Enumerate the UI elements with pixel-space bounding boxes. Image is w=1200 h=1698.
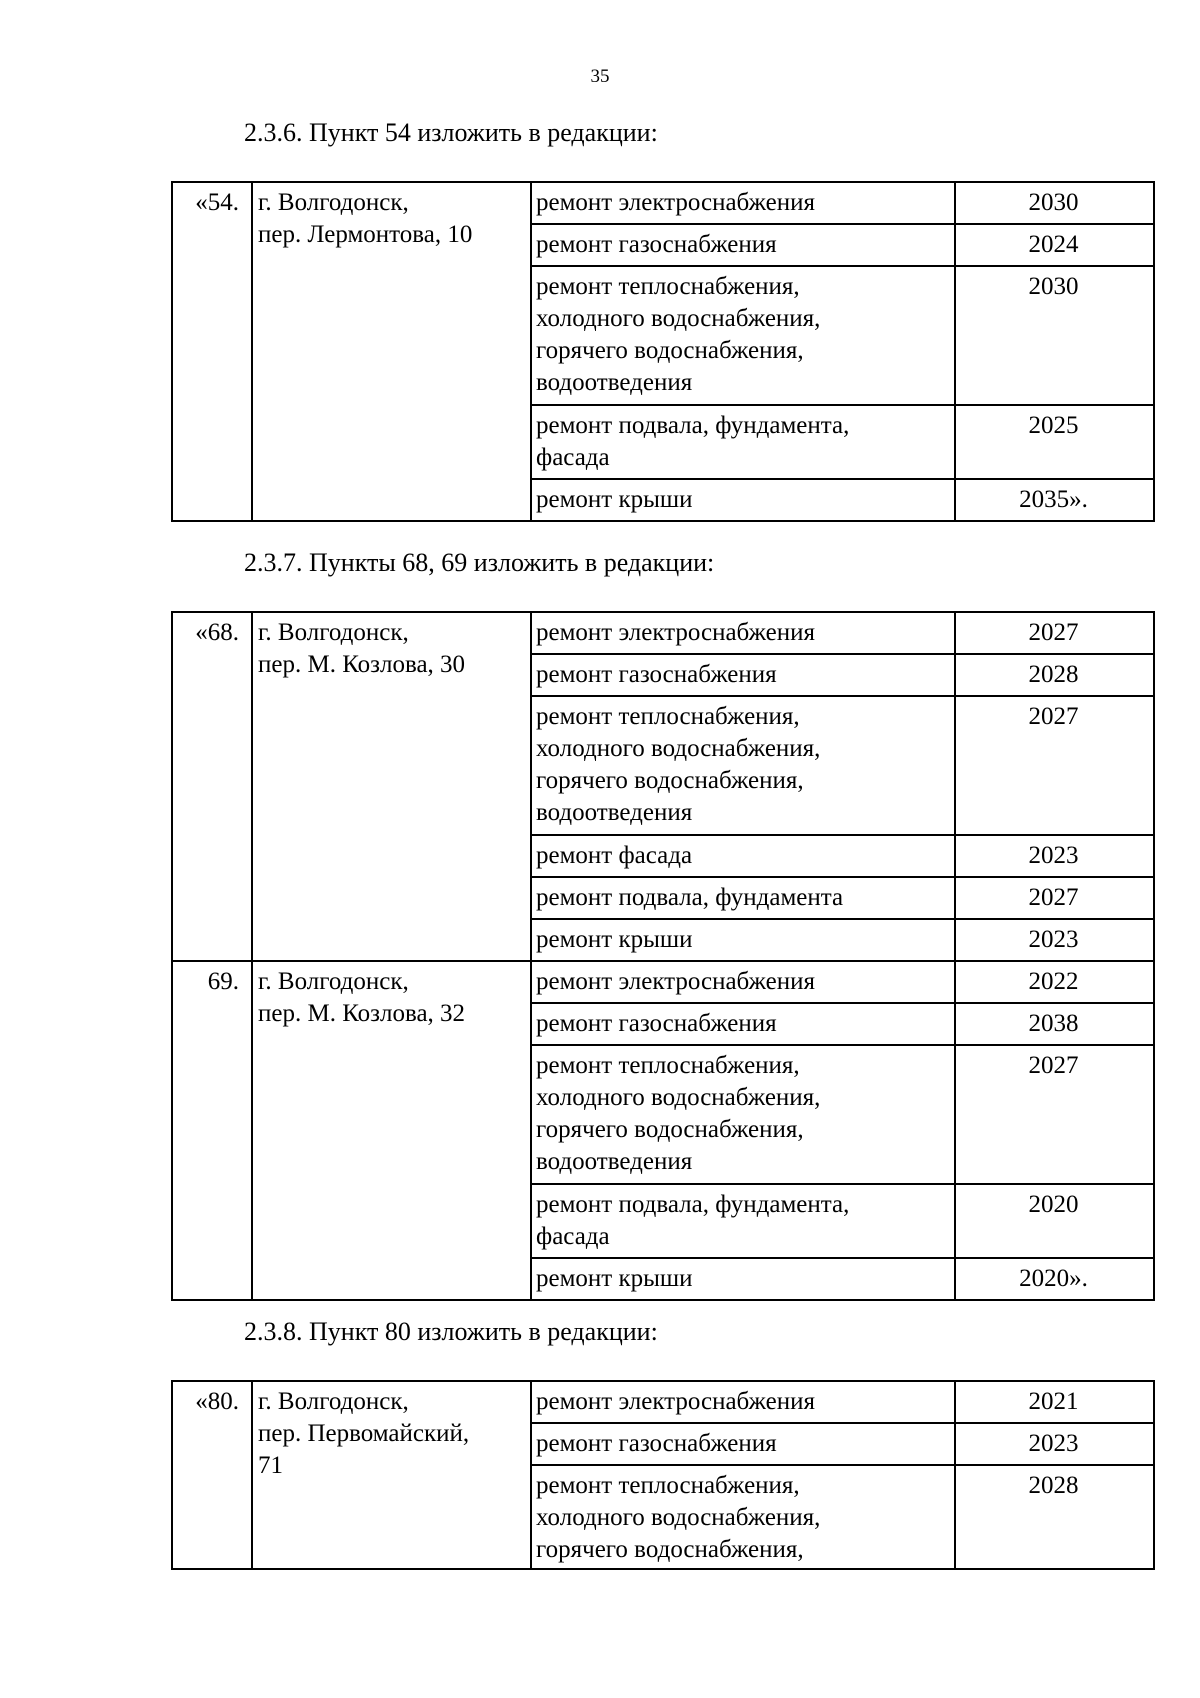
work-year: 2028 [955, 654, 1154, 696]
work-type [531, 266, 955, 405]
work-year: 2020». [955, 1258, 1154, 1300]
work-line: горячего водоснабжения, [536, 1116, 804, 1143]
work-line: ремонт электроснабжения [536, 968, 815, 995]
section-heading: 2.3.7. Пункты 68, 69 изложить в редакции: [244, 548, 715, 577]
item-number: «68. [172, 612, 252, 961]
item-number: «54. [172, 182, 252, 521]
work-type [531, 1184, 955, 1258]
page-number: 35 [590, 66, 610, 87]
work-line: ремонт газоснабжения [536, 1010, 777, 1037]
work-line: ремонт подвала, фундамента, [536, 412, 850, 439]
item-address [252, 1381, 531, 1569]
work-type [531, 612, 955, 654]
work-line: ремонт газоснабжения [536, 231, 777, 258]
work-year: 2020 [955, 1184, 1154, 1258]
work-line: холодного водоснабжения, [536, 305, 821, 332]
work-line: ремонт электроснабжения [536, 1388, 815, 1415]
work-type [531, 405, 955, 479]
work-line: ремонт подвала, фундамента [536, 884, 844, 911]
work-line: холодного водоснабжения, [536, 735, 821, 762]
work-line: ремонт газоснабжения [536, 1430, 777, 1457]
work-year: 2035». [955, 479, 1154, 521]
work-line: ремонт крыши [536, 1265, 693, 1292]
work-line: ремонт электроснабжения [536, 619, 815, 646]
work-year: 2027 [955, 877, 1154, 919]
address-line: пер. М. Козлова, 32 [258, 1000, 466, 1027]
work-line: ремонт электроснабжения [536, 189, 815, 216]
work-year: 2021 [955, 1381, 1154, 1423]
table-row [172, 961, 1154, 1003]
work-line: горячего водоснабжения, [536, 767, 804, 794]
work-line: горячего водоснабжения, [536, 1536, 804, 1563]
work-year: 2023 [955, 919, 1154, 961]
work-type [531, 1465, 955, 1569]
work-year: 2025 [955, 405, 1154, 479]
work-line: водоотведения [536, 799, 693, 826]
work-type [531, 479, 955, 521]
work-type [531, 1423, 955, 1465]
repair-schedule-table [171, 181, 1155, 522]
work-type [531, 696, 955, 835]
work-type [531, 224, 955, 266]
work-year: 2027 [955, 1045, 1154, 1184]
work-type [531, 961, 955, 1003]
work-type [531, 1258, 955, 1300]
work-line: холодного водоснабжения, [536, 1504, 821, 1531]
work-type [531, 182, 955, 224]
work-year: 2028 [955, 1465, 1154, 1569]
work-type [531, 1045, 955, 1184]
item-address [252, 182, 531, 521]
work-year: 2023 [955, 1423, 1154, 1465]
work-year: 2027 [955, 696, 1154, 835]
work-line: ремонт теплоснабжения, [536, 1472, 800, 1499]
work-line: ремонт теплоснабжения, [536, 1052, 800, 1079]
table-row [172, 182, 1154, 224]
address-line: пер. М. Козлова, 30 [258, 651, 466, 678]
work-line: ремонт теплоснабжения, [536, 273, 800, 300]
item-number: «80. [172, 1381, 252, 1569]
work-line: ремонт газоснабжения [536, 661, 777, 688]
work-type [531, 919, 955, 961]
address-line: г. Волгодонск, [258, 619, 409, 646]
item-address [252, 961, 531, 1300]
work-year: 2030 [955, 266, 1154, 405]
table-row [172, 612, 1154, 654]
work-line: ремонт подвала, фундамента, [536, 1191, 850, 1218]
work-type [531, 1381, 955, 1423]
work-line: горячего водоснабжения, [536, 337, 804, 364]
work-year: 2022 [955, 961, 1154, 1003]
work-line: фасада [536, 1223, 610, 1250]
item-address [252, 612, 531, 961]
section-heading: 2.3.6. Пункт 54 изложить в редакции: [244, 118, 658, 147]
work-line: ремонт крыши [536, 926, 693, 953]
address-line: г. Волгодонск, [258, 968, 409, 995]
repair-schedule-table [171, 1380, 1155, 1570]
item-number: 69. [172, 961, 252, 1300]
work-type [531, 835, 955, 877]
work-year: 2024 [955, 224, 1154, 266]
work-line: водоотведения [536, 1148, 693, 1175]
work-year: 2023 [955, 835, 1154, 877]
address-line: 71 [258, 1452, 283, 1479]
work-type [531, 654, 955, 696]
work-line: фасада [536, 444, 610, 471]
table-row [172, 1381, 1154, 1423]
work-year: 2030 [955, 182, 1154, 224]
work-year: 2038 [955, 1003, 1154, 1045]
address-line: г. Волгодонск, [258, 189, 409, 216]
address-line: г. Волгодонск, [258, 1388, 409, 1415]
address-line: пер. Первомайский, [258, 1420, 470, 1447]
work-line: ремонт фасада [536, 842, 693, 869]
work-type [531, 877, 955, 919]
work-year: 2027 [955, 612, 1154, 654]
work-type [531, 1003, 955, 1045]
work-line: ремонт крыши [536, 486, 693, 513]
address-line: пер. Лермонтова, 10 [258, 221, 473, 248]
section-heading: 2.3.8. Пункт 80 изложить в редакции: [244, 1317, 658, 1346]
work-line: водоотведения [536, 369, 693, 396]
work-line: холодного водоснабжения, [536, 1084, 821, 1111]
repair-schedule-table [171, 611, 1155, 1301]
work-line: ремонт теплоснабжения, [536, 703, 800, 730]
